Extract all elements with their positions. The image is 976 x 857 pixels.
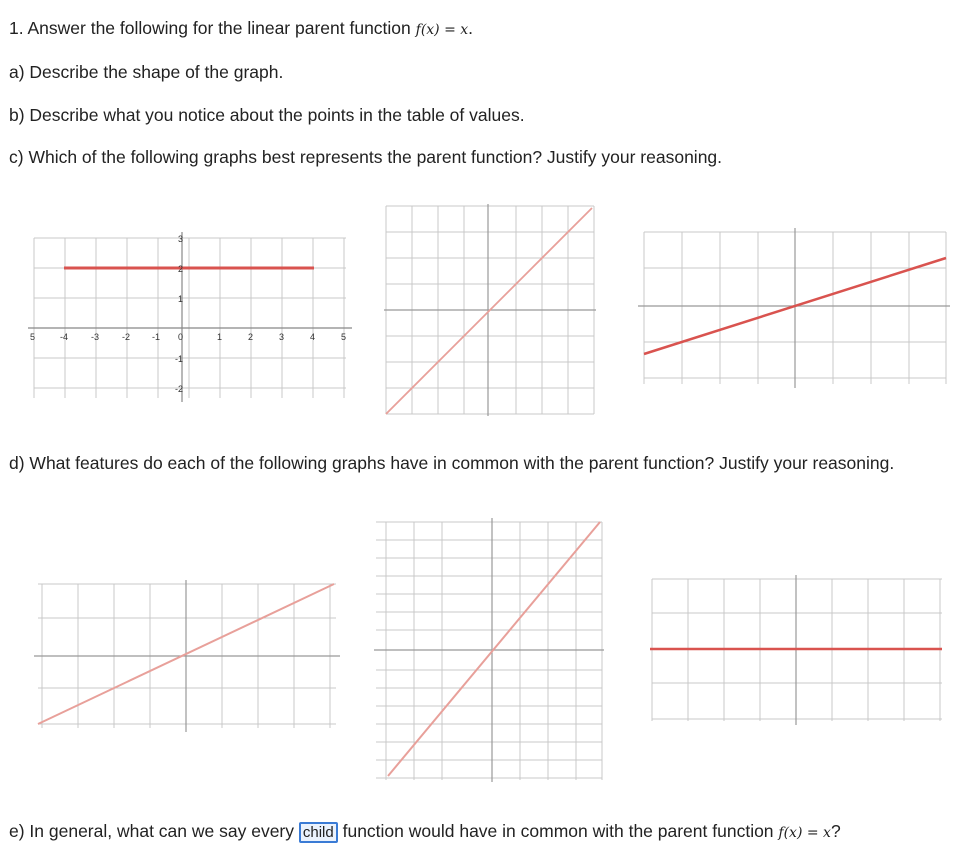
highlighted-word[interactable]: child [299,822,338,843]
question-1-prefix: 1. Answer the following for the linear parent function [9,18,416,38]
diagonal-line [386,208,592,414]
part-e-suffix: ? [830,821,841,841]
x-tick-label: 4 [310,332,316,342]
part-e-middle: function would have in common with the parent function [337,821,779,841]
y-tick-label: 3 [178,234,184,244]
part-d-text: d) What features do each of the following graphs have in common with the parent function? Justify your reasoning. [9,453,895,473]
x-tick-label: 5 [341,332,347,342]
part-a-text: a) Describe the shape of the graph. [9,62,284,82]
parent-function-formula: f(x) = x [415,22,469,38]
graph-d3 [646,575,946,725]
parent-function-formula: f(x) = x [778,825,831,841]
y-tick-label: 1 [178,294,184,304]
x-tick-label: -4 [60,332,69,342]
part-e-prefix: e) In general, what can we say every [9,821,299,841]
part-c-text: c) Which of the following graphs best represents the parent function? Justify your reasoning. [9,147,723,167]
x-tick-label: 1 [217,332,223,342]
x-tick-label: -3 [91,332,100,342]
x-tick-label: 3 [279,332,285,342]
x-tick-label: -1 [152,332,161,342]
x-tick-label: 5 [30,332,36,342]
x-tick-label: 0 [178,332,184,342]
graph-c1 [28,232,352,402]
x-tick-label: -2 [122,332,131,342]
question-1-suffix: . [468,18,474,38]
graph-c3 [638,228,950,388]
y-tick-label: -1 [175,354,184,364]
part-b-text: b) Describe what you notice about the points in the table of values. [9,105,525,125]
part-e-text [9,821,841,842]
y-tick-label: 2 [178,264,184,274]
graph-d2 [374,518,604,782]
y-tick-label: -2 [175,384,184,394]
x-tick-label: 2 [248,332,254,342]
graph-d1 [34,580,340,732]
steep-line [388,522,600,776]
graph-c2 [384,204,596,416]
question-1 [9,18,473,39]
